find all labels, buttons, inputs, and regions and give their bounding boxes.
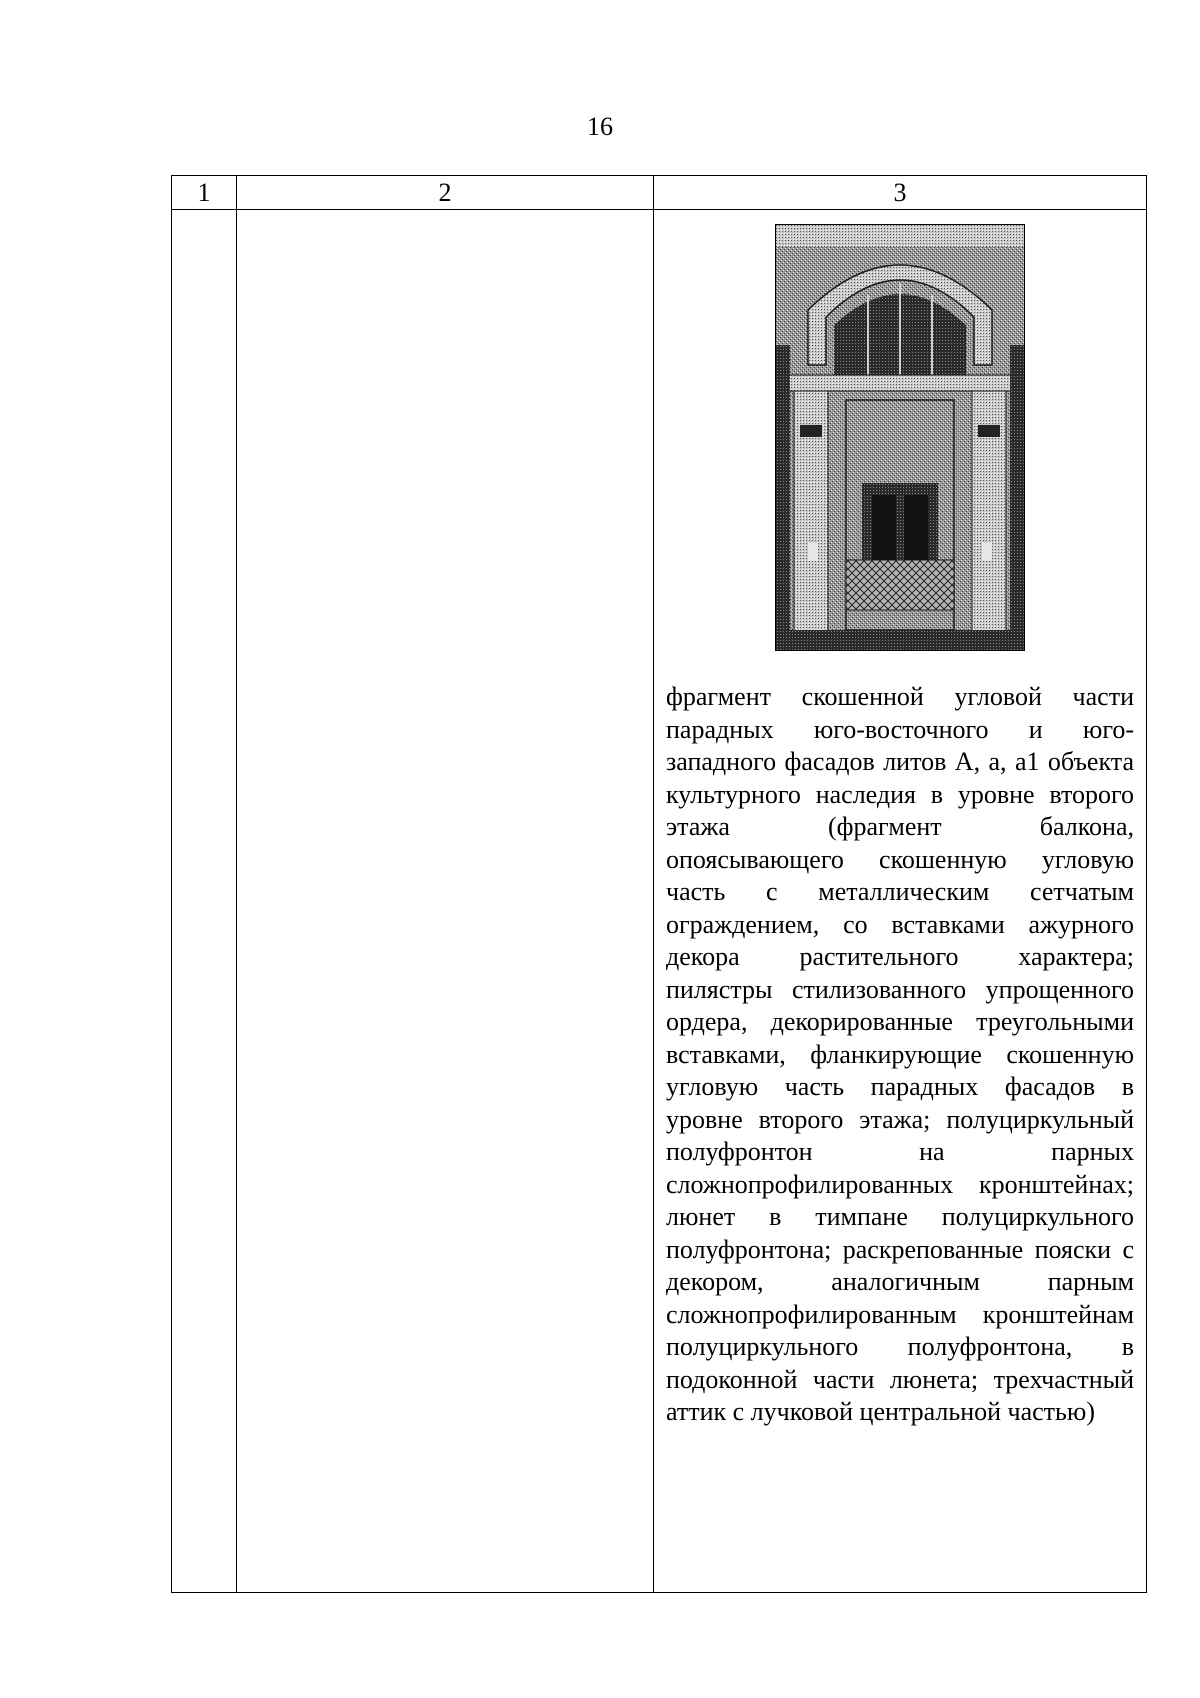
row-cell-1 [172, 210, 237, 1593]
object-description: фрагмент скошенной угловой части парадных юго-восточного и юго-западного фасадов литов А, а, а1 объекта культурного наследия в уровне второго этажа (фрагмент балкона, опоясывающего скошенную угловую часть с металлическим сетчатым ограждением, со вставками ажурного декора растительного характера; пилястры стилизованного упрощенного ордера, декорированные треугольными вставками, фланкирующие скошенную угловую часть парадных фасадов в уровне второго этажа; полуциркульный полуфронтон на парных сложнопрофилированных кронштейнах; люнет в тимпане полуциркульного полуфронтона; раскрепованные пояски с декором, аналогичным парным сложнопрофилированным кронштейнам полуциркульного полуфронтона, в подоконной части люнета; трехчастный аттик с лучковой центральной частью) [666, 682, 1134, 1426]
building-facade-photo [775, 224, 1025, 651]
page-number: 16 [587, 112, 613, 141]
table-row [172, 210, 1147, 1593]
photo-container [666, 224, 1134, 651]
row-cell-2 [237, 210, 654, 1593]
header-cell-1: 1 [172, 176, 237, 210]
row-cell-3 [654, 210, 1147, 1593]
header-cell-3: 3 [654, 176, 1147, 210]
document-table [171, 175, 1147, 1593]
table-header-row [172, 176, 1147, 210]
header-cell-2: 2 [237, 176, 654, 210]
